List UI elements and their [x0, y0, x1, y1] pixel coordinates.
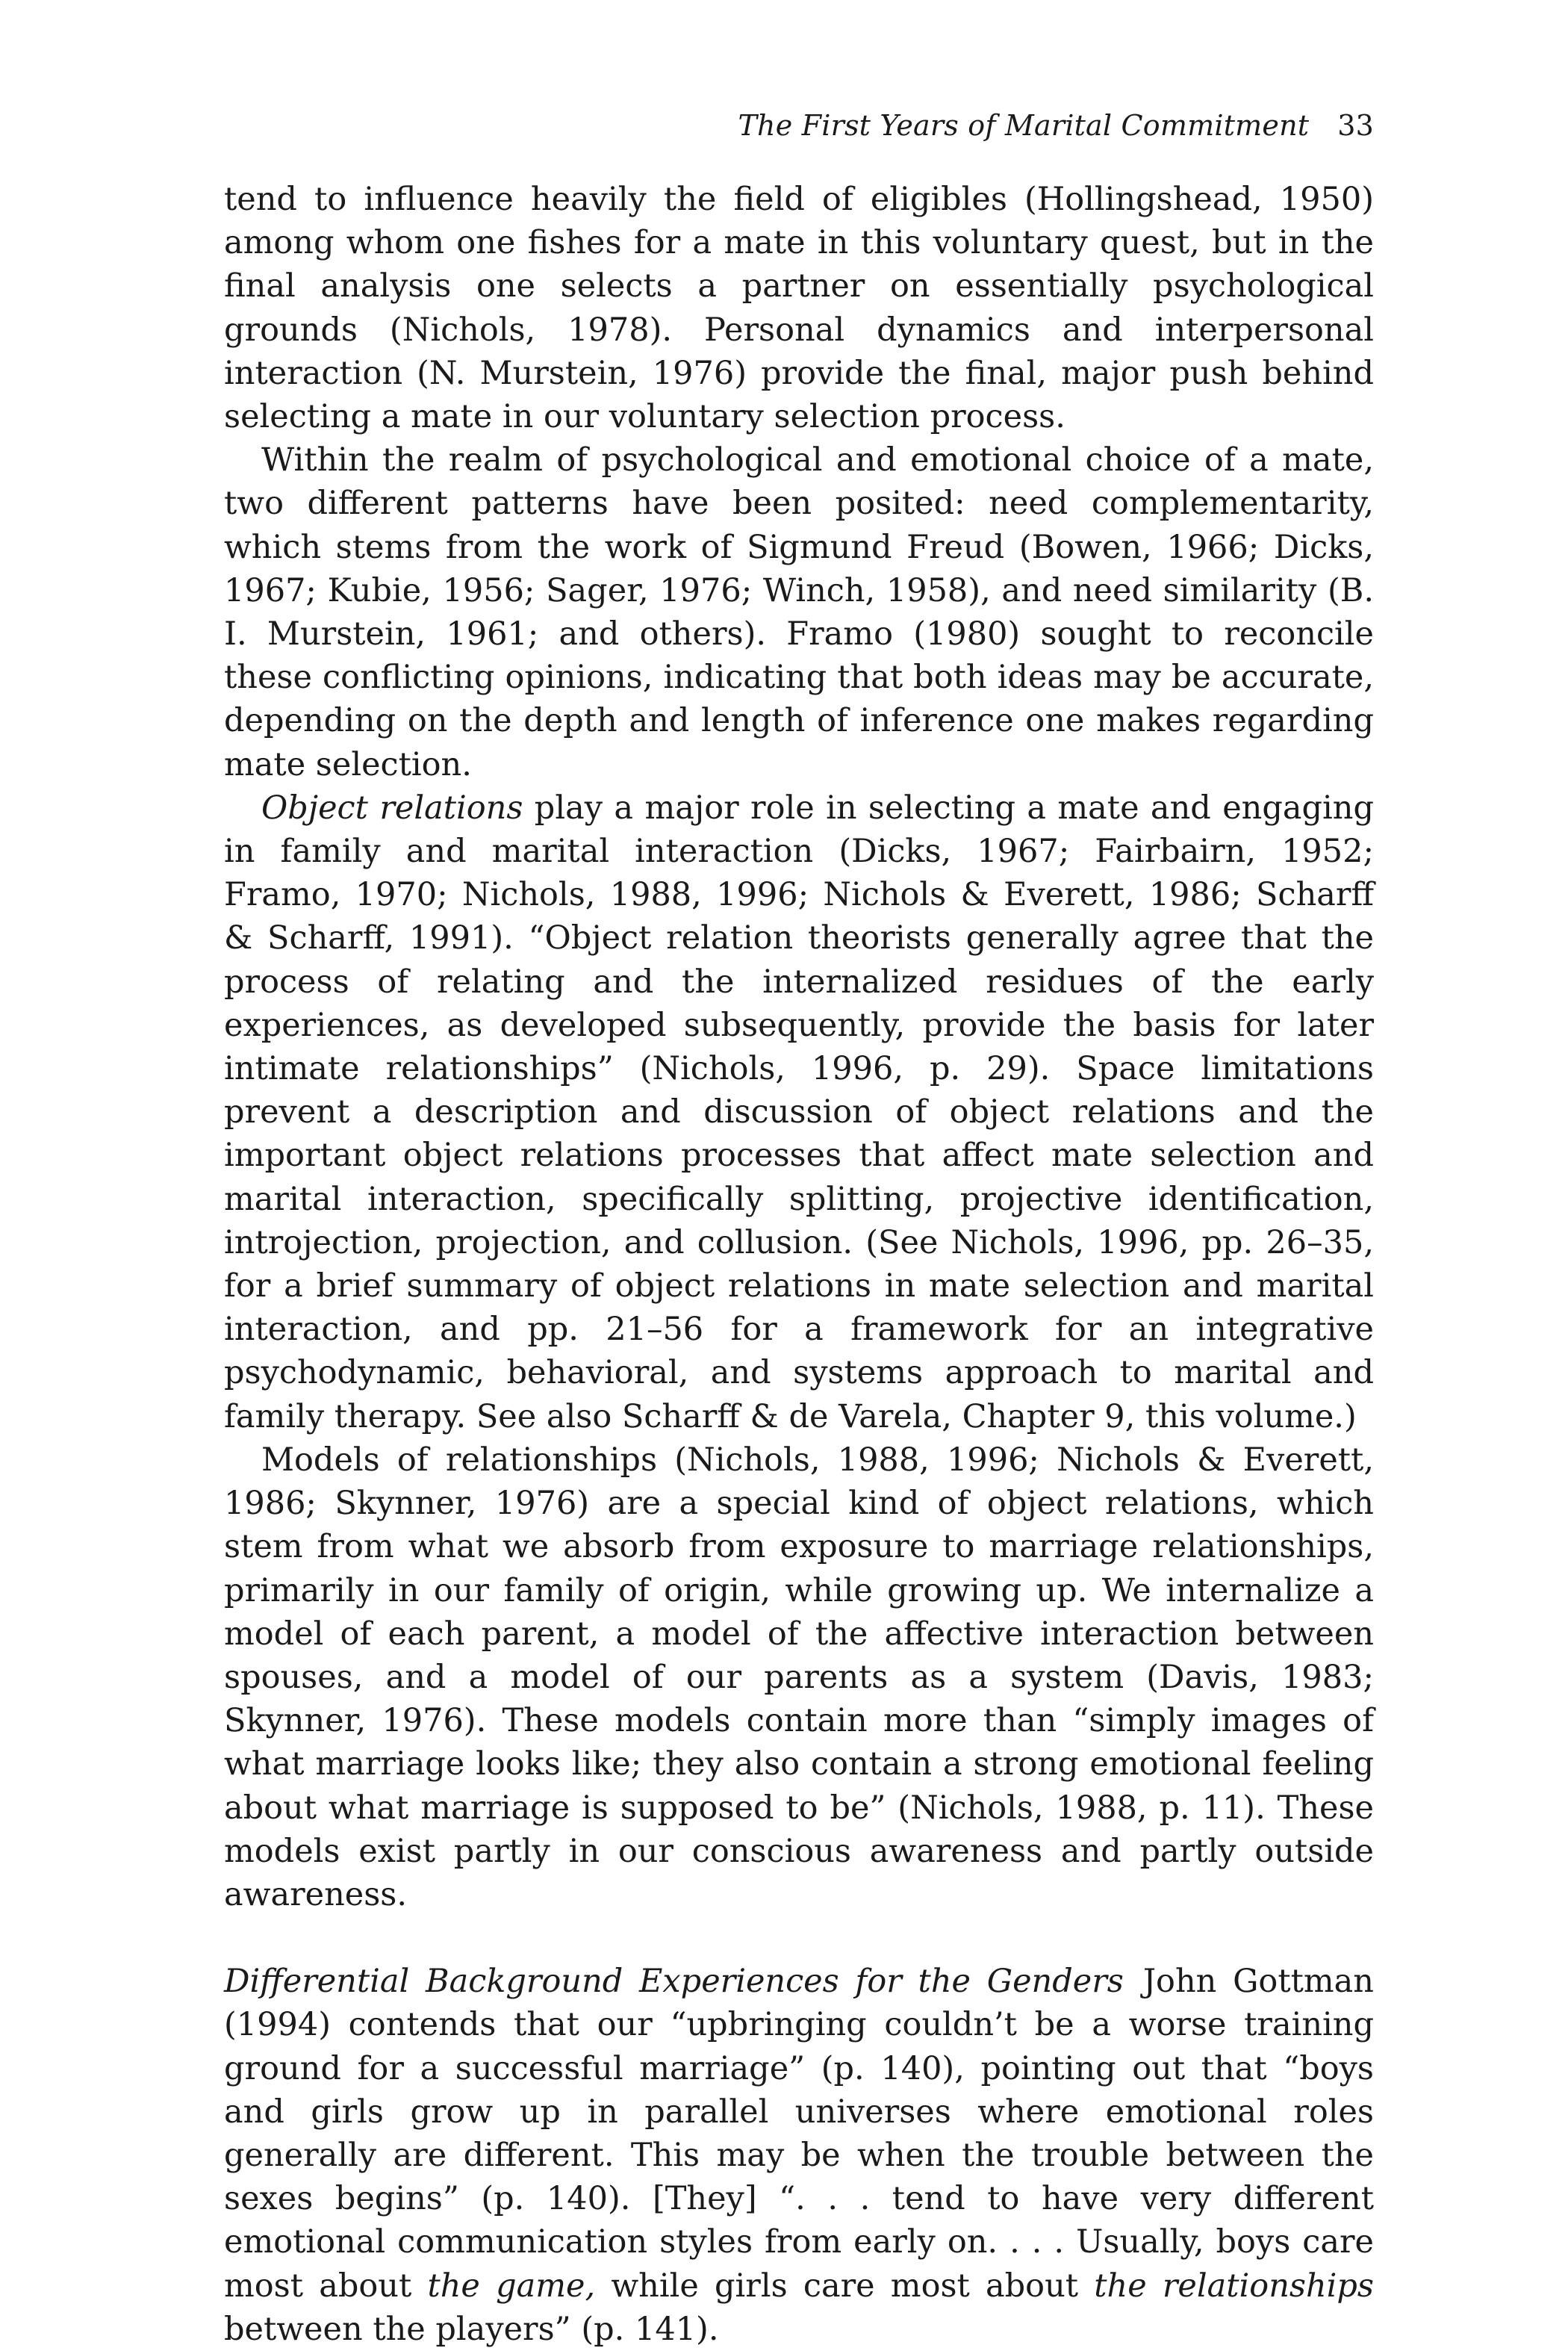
paragraph-4: Models of relationships (Nichols, 1988, 1996; Nichols & Everett, 1986; Skynner, 1976) are a special kind of object relations, which stem from what we absorb from exposure to marriage relationships, primarily in our family of origin, while growing up. We internalize a model of each parent, a model of the affective interaction between spouses, and a model of our parents as a system (Davis, 1983; Skynner, 1976). These models contain more than “simply images of what marriage looks like; they also contain a strong emotional feeling about what marriage is supposed to be” (Nichols, 1988, p. 11). These models exist partly in our conscious awareness and partly outside awareness. — [224, 1441, 1374, 1913]
paragraph-5-text-a: John Gottman (1994) contends that our “upbringing couldn’t be a worse training ground for a successful marriage” (p. 140), pointing out that “boys and girls grow up in parallel universes where emotional roles generally are different. This may be when the trouble between the sexes begins” (p. 140). [They] “. . . tend to have very different emotional communication styles from early on. . . . Usually, boys care most about — [224, 1963, 1374, 2305]
paragraph-3 — [224, 786, 1374, 1438]
body-text — [224, 178, 1374, 2351]
paragraph-5-text-b: while girls care most about — [595, 2267, 1095, 2305]
paragraph-3-text: play a major role in selecting a mate and engaging in family and marital interaction (Dicks, 1967; Fairbairn, 1952; Framo, 1970; Nichols, 1988, 1996; Nichols & Everett, 1986; Scharff & Scharff, 1991). “Object relation theorists generally agree that the process of relating and the internalized residues of the early experiences, as developed subsequently, provide the basis for later intimate relationships” (Nichols, 1996, p. 29). Space limitations prevent a description and discussion of object relations and the important object relations processes that affect mate selection and marital interaction, specifically splitting, projective identification, introjection, projection, and collusion. (See Nichols, 1996, pp. 26–35, for a brief summary of object relations in mate selection and marital interaction, and pp. 21–56 for a framework for an integrative psychodynamic, behavioral, and systems approach to marital and family therapy. See also Scharff & de Varela, Chapter 9, this volume.) — [224, 789, 1374, 1435]
paragraph-5-text-c: between the players” (p. 141). — [224, 2310, 719, 2348]
paragraph-5-emphasis-1: the game, — [427, 2267, 596, 2305]
section-heading: Differential Background Experiences for the Genders — [224, 1963, 1124, 2001]
paragraph-5-emphasis-2: the relationships — [1094, 2267, 1374, 2305]
running-head — [224, 106, 1374, 145]
paragraph-2: Within the realm of psychological and emotional choice of a mate, two different patterns have been posited: need complementarity, which stems from the work of Sigmund Freud (Bowen, 1966; Dicks, 1967; Kubie, 1956; Sager, 1976; Winch, 1958), and need similarity (B. I. Murstein, 1961; and others). Framo (1980) sought to reconcile these conflicting opinions, indicating that both ideas may be accurate, depending on the depth and length of inference one makes regarding mate selection. — [224, 441, 1374, 783]
page-number: 33 — [1337, 109, 1374, 142]
running-title: The First Years of Marital Commitment — [738, 109, 1310, 142]
paragraph-1: tend to influence heavily the field of eligibles (Hollingshead, 1950) among whom one fishes for a mate in this voluntary quest, but in the final analysis one selects a partner on essentially psychological grounds (Nichols, 1978). Personal dynamics and interpersonal interaction (N. Murstein, 1976) provide the final, major push behind selecting a mate in our voluntary selection process. — [224, 181, 1374, 436]
object-relations-term: Object relations — [261, 789, 523, 827]
paragraph-5 — [224, 1960, 1374, 2351]
